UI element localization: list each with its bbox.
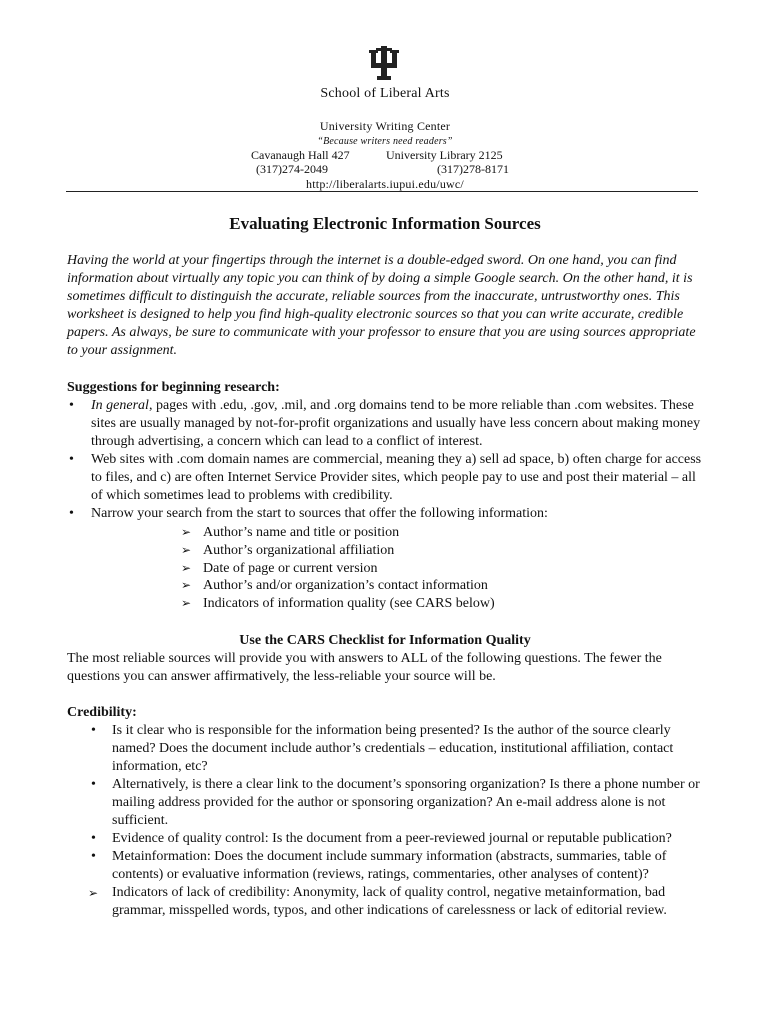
cars-intro: The most reliable sources will provide you with answers to ALL of the following questions. The fewer the questions you can answer affirmatively, the less-reliable your source will be.	[67, 651, 662, 684]
emphasis-text: In general	[91, 398, 149, 413]
suggestions-heading: Suggestions for beginning research:	[67, 380, 280, 395]
motto: “Because writers need readers”	[317, 136, 453, 147]
website-url: http://liberalarts.iupui.edu/uwc/	[306, 177, 464, 191]
list-item-text: , pages with .edu, .gov, .mil, and .org domains tend to be more reliable than .com websites. These sites are usually managed by not-for-profit organizations and usually have less concern about making money through advertising, a concern which can lead to a conflict of interest.	[91, 398, 701, 449]
sub-list-item: ➢ Author’s organizational affiliation	[181, 542, 495, 560]
page-title: Evaluating Electronic Information Sources	[229, 214, 541, 233]
credibility-heading: Credibility:	[67, 705, 137, 720]
sub-list	[181, 524, 495, 613]
location2-phone: (317)278-8171	[437, 162, 509, 176]
list-item: • Narrow your search from the start to sources that offer the following information:	[67, 505, 707, 523]
list-item: • Alternatively, is there a clear link to the document’s sponsoring organization? Is there a phone number or mailing address provided for the author or sponsoring organization? An e-mail address alone is not sufficient.	[88, 776, 708, 830]
sub-list-item: ➢ Author’s and/or organization’s contact information	[181, 577, 495, 595]
school-name: School of Liberal Arts	[320, 86, 450, 101]
list-item	[67, 397, 707, 451]
writing-center-name: University Writing Center	[319, 119, 451, 133]
location2-name: University Library 2125	[386, 148, 503, 162]
intro-paragraph: Having the world at your fingertips through the internet is a double-edged sword. On one hand, you can find information about virtually any topic you can think of by doing a simple Google search. On the other hand, it is sometimes difficult to distinguish the accurate, reliable sources from the inaccurate, untrustworthy ones. This worksheet is designed to help you find high-quality electronic sources so that you can write accurate, credible papers. As always, be sure to communicate with your professor to ensure that you are using sources appropriate to your assignment.	[67, 253, 696, 358]
iu-trident-logo-icon	[364, 44, 404, 84]
list-item: • Is it clear who is responsible for the information being presented? Is the author of the source clearly named? Does the document include author’s credentials – education, institutional affiliation, contact information, etc?	[88, 722, 708, 776]
list-item: • Evidence of quality control: Is the document from a peer-reviewed journal or reputable publication?	[88, 830, 708, 848]
list-item: • Metainformation: Does the document include summary information (abstracts, summaries, table of contents) or evaluative information (reviews, ratings, commentaries, other analyses of content)?	[88, 848, 708, 884]
suggestions-list	[67, 397, 707, 523]
cars-heading: Use the CARS Checklist for Information Quality	[239, 633, 531, 648]
sub-list-item: ➢ Indicators of information quality (see CARS below)	[181, 595, 495, 613]
location1-phone: (317)274-2049	[256, 162, 328, 176]
sub-list-item: ➢ Author’s name and title or position	[181, 524, 495, 542]
sub-list-item: ➢ Date of page or current version	[181, 560, 495, 578]
header-divider	[66, 191, 698, 192]
credibility-list	[88, 722, 708, 920]
location1-name: Cavanaugh Hall 427	[251, 148, 350, 162]
list-item: • Web sites with .com domain names are commercial, meaning they a) sell ad space, b) often charge for access to files, and c) are often Internet Service Provider sites, which people pay to use and post their material – all of which sometimes lead to problems with credibility.	[67, 451, 707, 505]
list-item: ➢ Indicators of lack of credibility: Anonymity, lack of quality control, negative metainformation, bad grammar, misspelled words, typos, and other indications of carelessness or lack of editorial review.	[88, 884, 708, 920]
